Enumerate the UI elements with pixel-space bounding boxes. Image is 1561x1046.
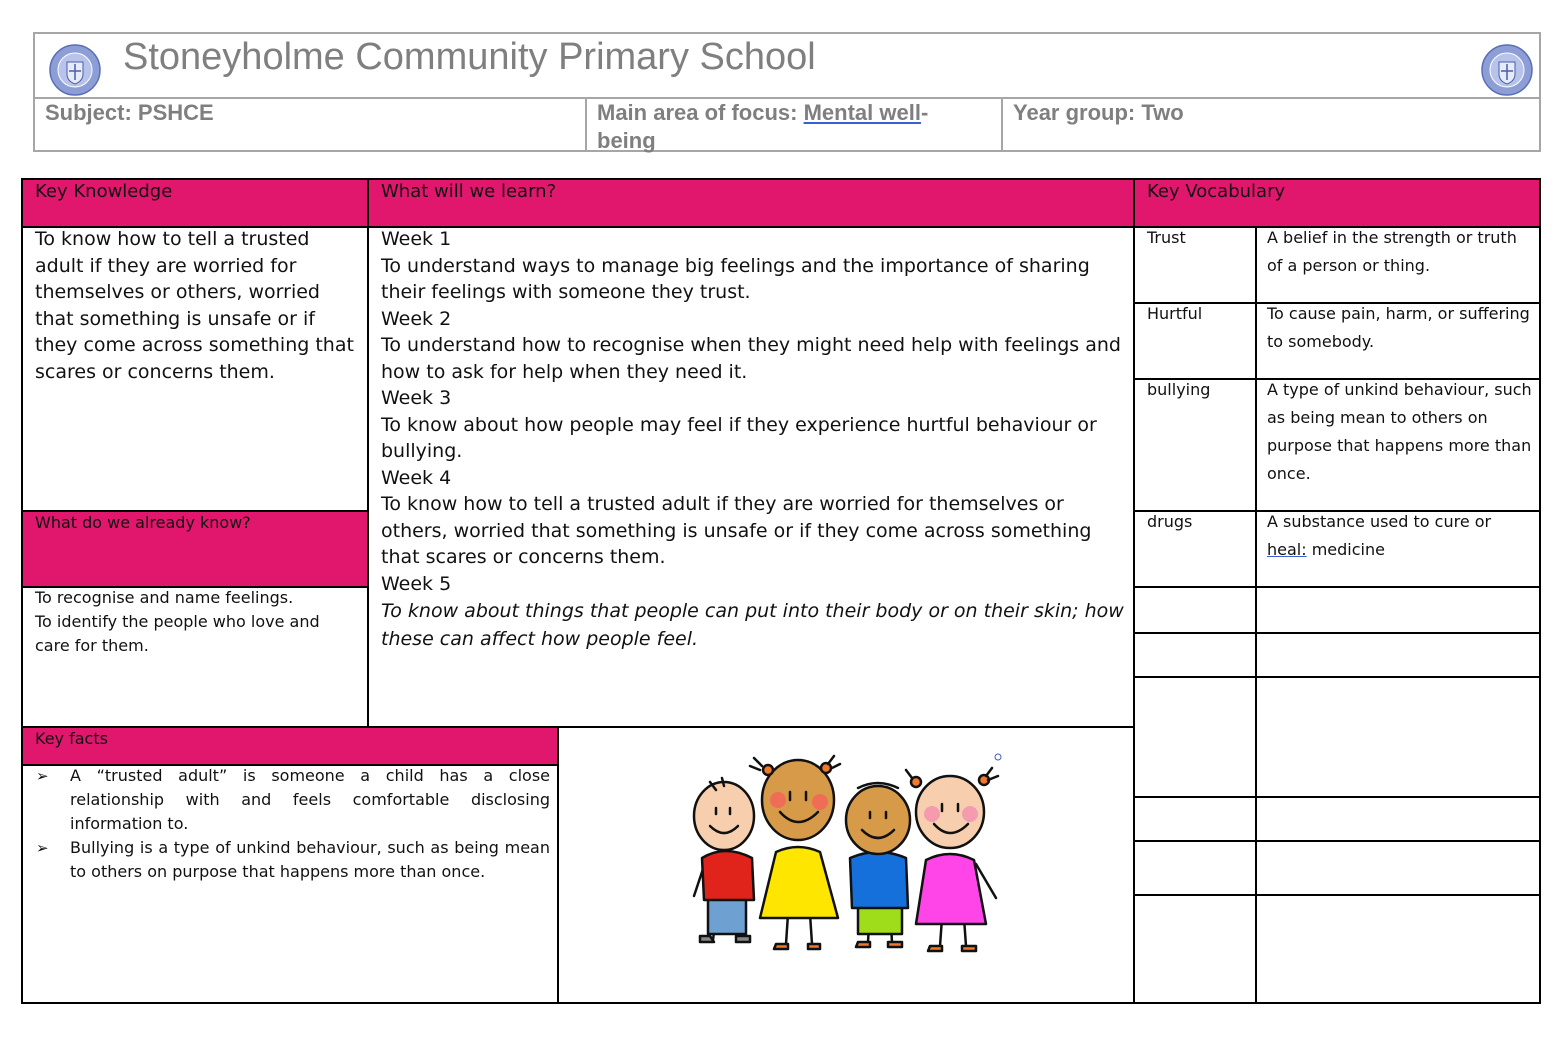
- key-fact-item: [22, 836, 550, 884]
- week-text: To understand ways to manage big feelings and the importance of sharing their feelings with someone they trust.: [381, 254, 1090, 303]
- grid-line: [1133, 632, 1541, 634]
- key-fact-text: A “trusted adult” is someone a child has a close relationship with and feels comfortable disclosing information to.: [70, 766, 550, 833]
- key-knowledge-heading: Key Knowledge: [35, 181, 173, 202]
- grid-line: [1133, 840, 1541, 842]
- grid-line: [1133, 586, 1541, 588]
- year-group-cell: [1003, 99, 1539, 152]
- already-know-item: To identify the people who love and care for them.: [35, 612, 320, 655]
- week-label: Week 3: [381, 387, 452, 409]
- key-fact-item: [22, 764, 550, 836]
- key-facts-heading: Key facts: [35, 729, 108, 748]
- vocab-term: Hurtful: [1147, 304, 1203, 323]
- key-knowledge-text: To know how to tell a trusted adult if they are worried for themselves or others, worried that something is unsafe or if they come across something that scares or concerns them.: [35, 228, 354, 383]
- vocab-definition: A type of unkind behaviour, such as being mean to others on purpose that happens more than once.: [1267, 380, 1532, 483]
- week-label: Week 2: [381, 307, 452, 330]
- children-illustration-icon: [680, 748, 1010, 958]
- focus-value-hyphen: -: [920, 100, 929, 125]
- school-logo-icon: [49, 44, 101, 96]
- school-name: Stoneyholme Community Primary School: [123, 36, 816, 78]
- vocab-term: drugs: [1147, 512, 1193, 531]
- what-will-we-learn-heading: What will we learn?: [381, 181, 557, 202]
- grid-line: [21, 178, 1541, 180]
- vocab-definition-part: A substance used to cure or: [1267, 512, 1492, 531]
- grid-line: [1133, 796, 1541, 798]
- already-know-item: To recognise and name feelings.: [35, 588, 294, 607]
- arrow-bullet-icon: ➢: [36, 767, 49, 785]
- subject-cell: [35, 99, 587, 152]
- year-group-label: Year group: Two: [1013, 100, 1184, 125]
- vocab-definition: A belief in the strength or truth of a person or thing.: [1267, 228, 1517, 275]
- vocab-definition-part: medicine: [1306, 540, 1385, 559]
- week-text: To understand how to recognise when they might need help with feelings and how to ask for help when they need it.: [381, 334, 1121, 383]
- week-label: Week 4: [381, 466, 452, 489]
- grid-line: [21, 1002, 1541, 1004]
- vocab-definition-part: heal:: [1267, 540, 1307, 559]
- school-logo-icon: [1481, 44, 1533, 96]
- vocab-term: bullying: [1147, 380, 1211, 399]
- week-text: To know about things that people can put into their body or on their skin; how these can affect how people feel.: [381, 600, 1124, 650]
- weekly-learning-list: [381, 226, 1126, 653]
- grid-line: [1133, 676, 1541, 678]
- week-label: Week 1: [381, 228, 452, 250]
- header-box: [33, 32, 1541, 152]
- week-text: To know how to tell a trusted adult if they are worried for themselves or others, worried that something is unsafe or if they come across something that scares or concerns them.: [381, 493, 1092, 568]
- key-facts-list: [22, 764, 550, 884]
- focus-label: Main area of focus:: [597, 100, 804, 125]
- subject-label: Subject: PSHCE: [45, 100, 214, 125]
- grid-line: [1133, 894, 1541, 896]
- key-vocabulary-heading: Key Vocabulary: [1147, 181, 1286, 202]
- grid-line: [557, 726, 559, 1004]
- vocab-definition: To cause pain, harm, or suffering to somebody.: [1267, 304, 1530, 351]
- header-info-row: [35, 97, 1539, 152]
- focus-value: Mental well: [803, 100, 921, 125]
- already-know-heading: What do we already know?: [35, 513, 251, 532]
- key-fact-text: Bullying is a type of unkind behaviour, such as being mean to others on purpose that happens more than once.: [70, 838, 550, 881]
- focus-cell: [587, 99, 1003, 152]
- grid-line: [1255, 226, 1257, 1004]
- focus-value-cont: being: [597, 128, 656, 153]
- vocab-definition: [1267, 508, 1533, 564]
- grid-line: [367, 178, 369, 728]
- week-text: To know about how people may feel if they experience hurtful behaviour or bullying.: [381, 413, 1097, 462]
- top-heading-band: [22, 179, 1540, 227]
- grid-line: [21, 726, 1135, 728]
- vocab-term: Trust: [1147, 228, 1186, 247]
- already-know-content: [35, 586, 355, 658]
- week-label: Week 5: [381, 572, 452, 595]
- arrow-bullet-icon: ➢: [36, 839, 49, 857]
